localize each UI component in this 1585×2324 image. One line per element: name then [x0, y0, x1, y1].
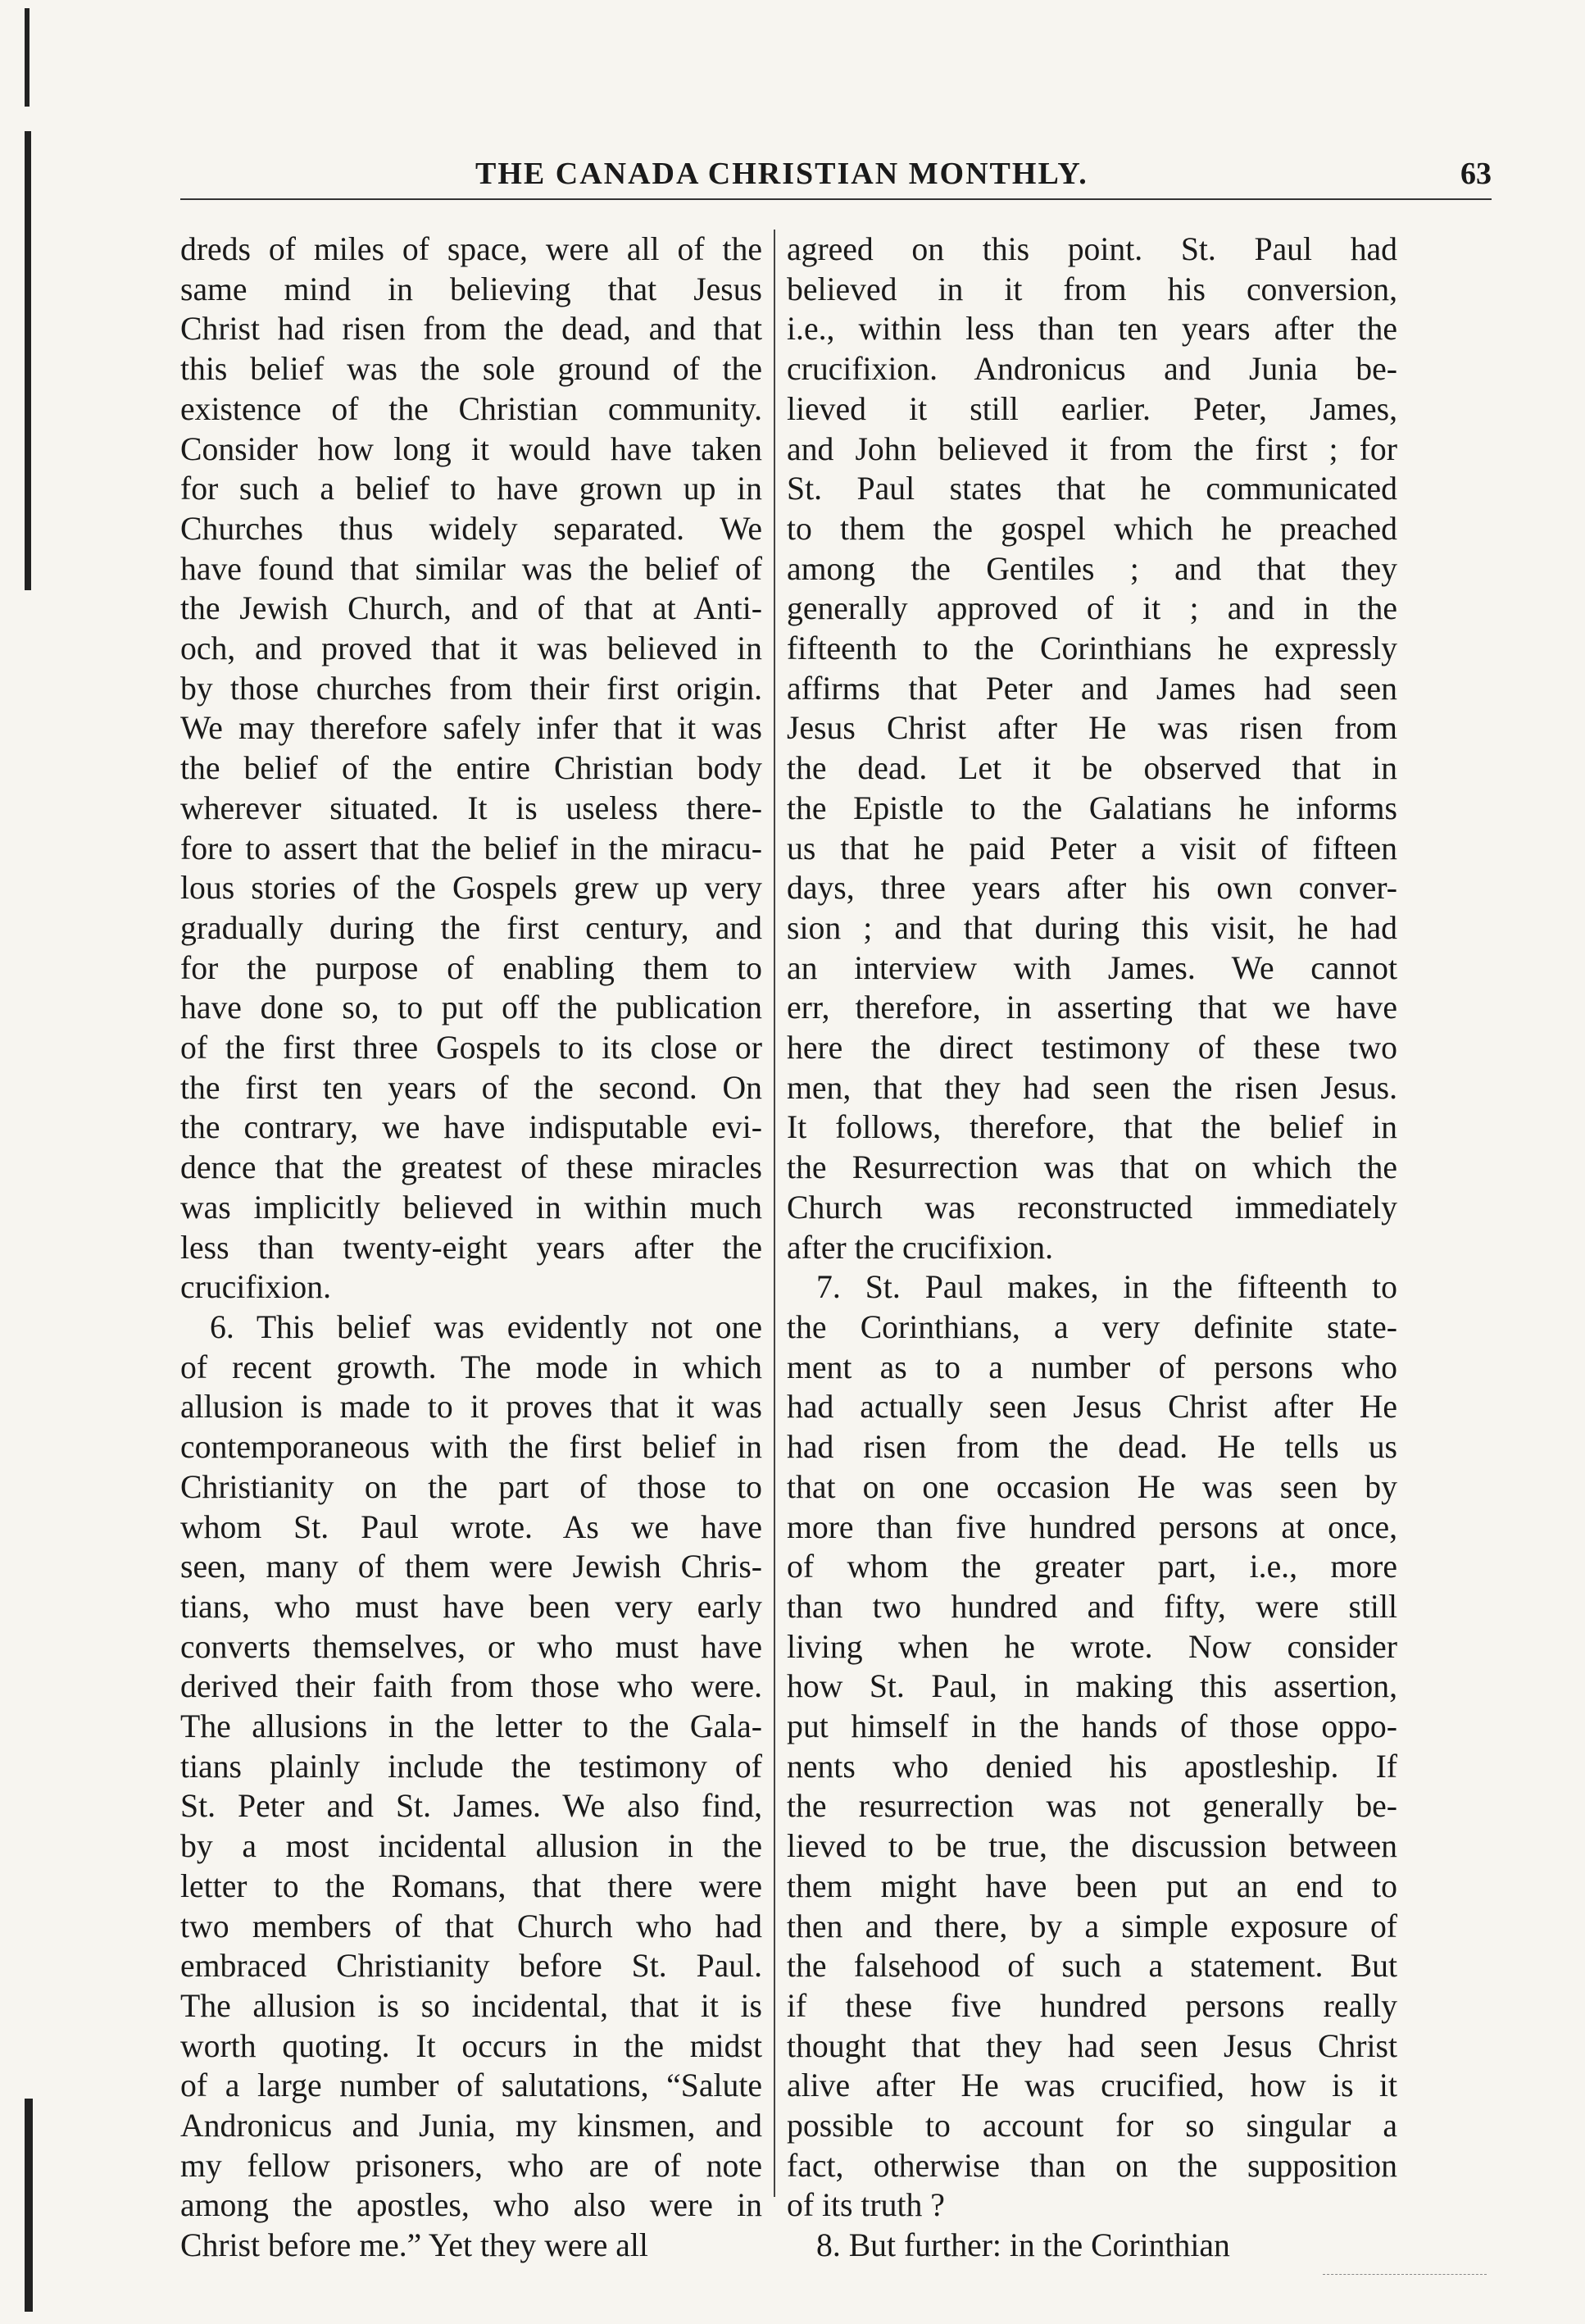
text-line: worth quoting. It occurs in the midst [180, 2027, 762, 2064]
text-line: ment as to a number of persons who [787, 1348, 1397, 1385]
text-line: the first ten years of the second. On [180, 1069, 762, 1106]
text-line: generally approved of it ; and in the [787, 590, 1397, 627]
text-line: contemporaneous with the first belief in [180, 1429, 762, 1466]
text-line: more than five hundred persons at once, [787, 1508, 1397, 1545]
text-line: for such a belief to have grown up in [180, 471, 762, 507]
text-line: dreds of miles of space, were all of the [180, 231, 762, 267]
text-line: St. Peter and St. James. We also find, [180, 1788, 762, 1825]
text-line: and John believed it from the first ; for [787, 430, 1397, 467]
text-line: men, that they had seen the risen Jesus. [787, 1069, 1397, 1106]
text-line: gradually during the first century, and [180, 909, 762, 946]
text-line: 8. But further: in the Corinthian [816, 2227, 1230, 2264]
text-line: of whom the greater part, i.e., more [787, 1549, 1397, 1585]
text-line: It follows, therefore, that the belief in [787, 1109, 1397, 1146]
text-line: the dead. Let it be observed that in [787, 750, 1397, 787]
text-line: have found that similar was the belief of [180, 550, 762, 587]
text-line: of the first three Gospels to its close or [180, 1030, 762, 1066]
text-line: had risen from the dead. He tells us [787, 1429, 1397, 1466]
header-rule [180, 198, 1492, 200]
text-line: The allusion is so incidental, that it is [180, 1987, 762, 2024]
text-line: the resurrection was not generally be- [787, 1788, 1397, 1825]
text-line: Christianity on the part of those to [180, 1468, 762, 1505]
text-line: 7. St. Paul makes, in the fifteenth to [816, 1269, 1397, 1306]
text-line: Churches thus widely separated. We [180, 510, 762, 547]
text-line: converts themselves, or who must have [180, 1628, 762, 1665]
text-line: crucifixion. [180, 1269, 332, 1306]
text-line: here the direct testimony of these two [787, 1030, 1397, 1066]
text-line: lieved it still earlier. Peter, James, [787, 390, 1397, 427]
text-line: err, therefore, in asserting that we have [787, 989, 1397, 1026]
text-line: if these five hundred persons really [787, 1987, 1397, 2024]
text-line: fifteenth to the Corinthians he expressly [787, 630, 1397, 667]
text-line: the Corinthians, a very definite state- [787, 1308, 1397, 1345]
text-line: tians plainly include the testimony of [180, 1748, 762, 1785]
right-text-column [787, 230, 1397, 2266]
text-line: lous stories of the Gospels grew up very [180, 870, 762, 907]
text-line: crucifixion. Andronicus and Junia be- [787, 351, 1397, 388]
binding-edge-mark [25, 131, 31, 590]
text-line: fore to assert that the belief in the miracu- [180, 830, 762, 866]
text-line: Andronicus and Junia, my kinsmen, and [180, 2108, 762, 2144]
text-line: the Epistle to the Galatians he informs [787, 789, 1397, 826]
text-line: among the apostles, who also were in [180, 2187, 762, 2224]
text-line: i.e., within less than ten years after the [787, 311, 1397, 348]
text-line: 6. This belief was evidently not one [210, 1308, 762, 1345]
binding-edge-mark [25, 2099, 33, 2312]
text-line: the falsehood of such a statement. But [787, 1948, 1397, 1985]
text-line: lieved to be true, the discussion between [787, 1828, 1397, 1865]
text-line: Consider how long it would have taken [180, 430, 762, 467]
text-line: an interview with James. We cannot [787, 949, 1397, 986]
text-line: among the Gentiles ; and that they [787, 550, 1397, 587]
text-line: agreed on this point. St. Paul had [787, 231, 1397, 267]
text-line: tians, who must have been very early [180, 1588, 762, 1625]
text-line: sion ; and that during this visit, he had [787, 909, 1397, 946]
text-line: them might have been put an end to [787, 1867, 1397, 1904]
text-line: dence that the greatest of these miracles [180, 1149, 762, 1186]
text-line: existence of the Christian community. [180, 390, 762, 427]
text-line: us that he paid Peter a visit of fifteen [787, 830, 1397, 866]
text-line: the belief of the entire Christian body [180, 750, 762, 787]
text-line: of its truth ? [787, 2187, 945, 2224]
text-line: the contrary, we have indisputable evi- [180, 1109, 762, 1146]
text-line: Church was reconstructed immediately [787, 1189, 1397, 1226]
text-line: nents who denied his apostleship. If [787, 1748, 1397, 1785]
text-line: by those churches from their first origin. [180, 670, 762, 707]
text-line: less than twenty-eight years after the [180, 1229, 762, 1266]
text-line: the Jewish Church, and of that at Anti- [180, 590, 762, 627]
text-line: have done so, to put off the publication [180, 989, 762, 1026]
text-line: of recent growth. The mode in which [180, 1348, 762, 1385]
text-line: of a large number of salutations, “Salute [180, 2067, 762, 2104]
text-line: possible to account for so singular a [787, 2108, 1397, 2144]
text-line: living when he wrote. Now consider [787, 1628, 1397, 1665]
text-line: whom St. Paul wrote. As we have [180, 1508, 762, 1545]
page-number: 63 [1460, 157, 1492, 191]
text-line: then and there, by a simple exposure of [787, 1908, 1397, 1944]
left-text-column [180, 230, 762, 2266]
running-title: THE CANADA CHRISTIAN MONTHLY. [475, 157, 1088, 191]
text-line: after the crucifixion. [787, 1229, 1054, 1266]
text-line: that on one occasion He was seen by [787, 1468, 1397, 1505]
text-line: letter to the Romans, that there were [180, 1867, 762, 1904]
text-line: days, three years after his own conver- [787, 870, 1397, 907]
text-line: how St. Paul, in making this assertion, [787, 1668, 1397, 1705]
text-line: derived their faith from those who were. [180, 1668, 762, 1705]
text-line: this belief was the sole ground of the [180, 351, 762, 388]
text-line: thought that they had seen Jesus Christ [787, 2027, 1397, 2064]
text-line: the Resurrection was that on which the [787, 1149, 1397, 1186]
text-line: put himself in the hands of those oppo- [787, 1708, 1397, 1745]
text-line: Christ before me.” Yet they were all [180, 2227, 648, 2264]
text-line: seen, many of them were Jewish Chris- [180, 1549, 762, 1585]
text-line: to them the gospel which he preached [787, 510, 1397, 547]
text-line: och, and proved that it was believed in [180, 630, 762, 667]
binding-edge-mark [25, 8, 30, 107]
text-line: wherever situated. It is useless there- [180, 789, 762, 826]
text-line: alive after He was crucified, how is it [787, 2067, 1397, 2104]
text-line: was implicitly believed in within much [180, 1189, 762, 1226]
text-line: two members of that Church who had [180, 1908, 762, 1944]
text-line: The allusions in the letter to the Gala- [180, 1708, 762, 1745]
text-line: We may therefore safely infer that it was [180, 710, 762, 747]
text-line: same mind in believing that Jesus [180, 271, 762, 307]
text-line: Christ had risen from the dead, and that [180, 311, 762, 348]
text-line: St. Paul states that he communicated [787, 471, 1397, 507]
text-line: embraced Christianity before St. Paul. [180, 1948, 762, 1985]
text-line: for the purpose of enabling them to [180, 949, 762, 986]
text-line: fact, otherwise than on the supposition [787, 2147, 1397, 2184]
page-header [180, 156, 1492, 205]
text-line: had actually seen Jesus Christ after He [787, 1389, 1397, 1426]
text-line: affirms that Peter and James had seen [787, 670, 1397, 707]
text-line: Jesus Christ after He was risen from [787, 710, 1397, 747]
text-line: my fellow prisoners, who are of note [180, 2147, 762, 2184]
text-line: by a most incidental allusion in the [180, 1828, 762, 1865]
bottom-rule [1323, 2274, 1487, 2275]
column-divider [774, 230, 775, 2197]
text-line: allusion is made to it proves that it was [180, 1389, 762, 1426]
text-line: than two hundred and fifty, were still [787, 1588, 1397, 1625]
text-line: believed in it from his conversion, [787, 271, 1397, 307]
